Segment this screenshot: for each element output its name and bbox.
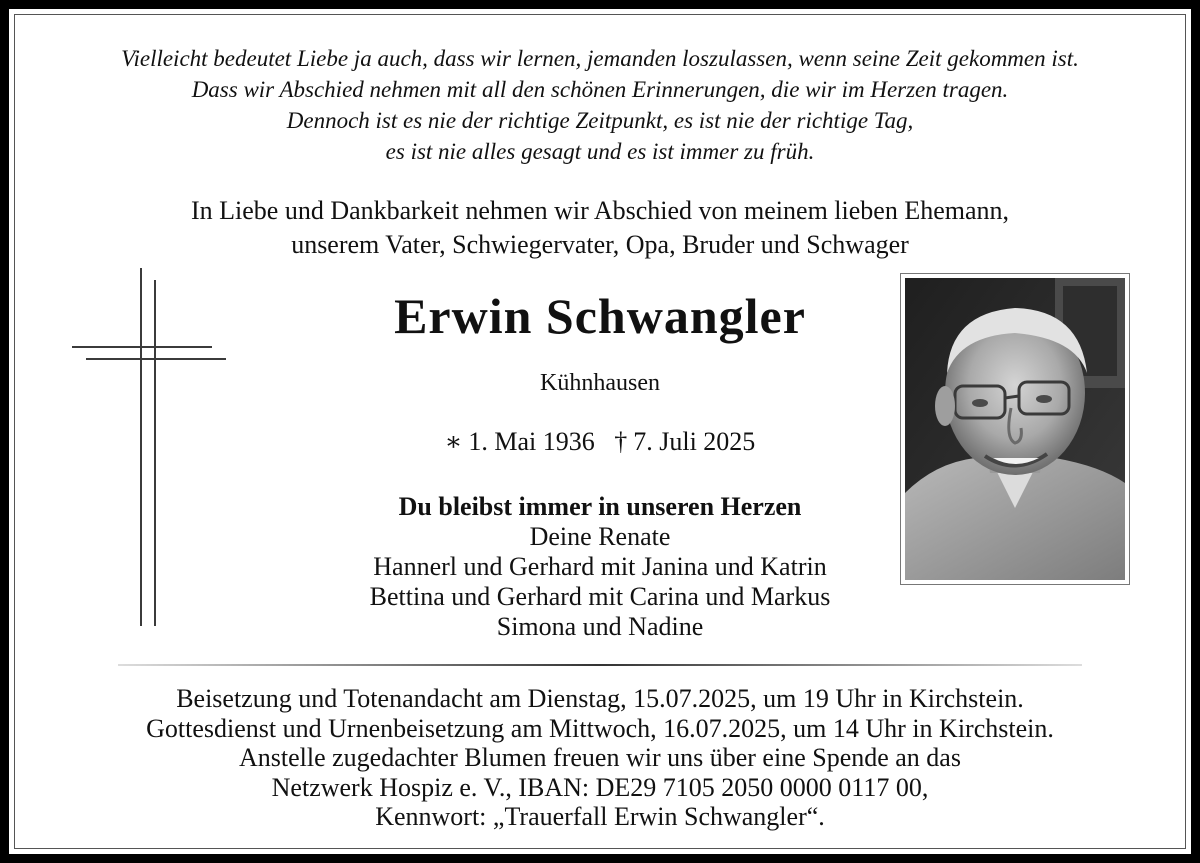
deceased-town: Kühnhausen xyxy=(540,370,660,396)
life-dates xyxy=(300,426,900,458)
quote-line-1: Vielleicht bedeutet Liebe ja auch, dass wir lernen, jemanden loszulassen, wenn seine Zeit gekommen ist. xyxy=(121,46,1079,71)
birth-date: 1. Mai 1936 xyxy=(468,427,595,456)
intro-line-2: unserem Vater, Schwiegervater, Opa, Bruder und Schwager xyxy=(291,230,909,259)
deceased-name: Erwin Schwangler xyxy=(394,288,806,344)
family-line: Simona und Nadine xyxy=(496,612,704,641)
cross-vertical-bar xyxy=(140,268,142,626)
family-line: Deine Renate xyxy=(529,522,671,551)
family-block xyxy=(300,492,900,642)
portrait-frame xyxy=(900,273,1130,585)
intro-line-1: In Liebe und Dankbarkeit nehmen wir Abschied von meinem lieben Ehemann, xyxy=(190,196,1010,225)
cross-horizontal-bar xyxy=(72,346,212,348)
birth-star-icon: ∗ xyxy=(444,427,463,456)
quote-line-2: Dass wir Abschied nehmen mit all den schönen Erinnerungen, die wir im Herzen tragen. xyxy=(191,77,1009,102)
cross-horizontal-bar xyxy=(86,358,226,360)
portrait-photo xyxy=(905,278,1125,580)
donation-line: Kennwort: „Trauerfall Erwin Schwangler“. xyxy=(375,802,825,831)
section-divider xyxy=(118,664,1082,666)
family-line: Bettina und Gerhard mit Carina und Markus xyxy=(369,582,831,611)
funeral-line: Beisetzung und Totenandacht am Dienstag, 15.07.2025, um 19 Uhr in Kirchstein. xyxy=(176,684,1024,713)
funeral-details xyxy=(0,684,1200,832)
quote-line-4: es ist nie alles gesagt und es ist immer zu früh. xyxy=(385,139,815,164)
family-line: Hannerl und Gerhard mit Janina und Katrin xyxy=(373,552,827,581)
family-motto: Du bleibst immer in unseren Herzen xyxy=(398,492,802,521)
death-date: 7. Juli 2025 xyxy=(633,427,756,456)
funeral-line: Gottesdienst und Urnenbeisetzung am Mittwoch, 16.07.2025, um 14 Uhr in Kirchstein. xyxy=(146,713,1054,743)
cross-vertical-bar xyxy=(154,280,156,626)
death-dagger-icon: † xyxy=(614,427,628,456)
donation-line: Netzwerk Hospiz e. V., IBAN: DE29 7105 2050 0000 0117 00, xyxy=(271,772,929,802)
donation-line: Anstelle zugedachter Blumen freuen wir uns über eine Spende an das xyxy=(239,743,961,772)
quote-line-3: Dennoch ist es nie der richtige Zeitpunkt, es ist nie der richtige Tag, xyxy=(286,108,914,133)
